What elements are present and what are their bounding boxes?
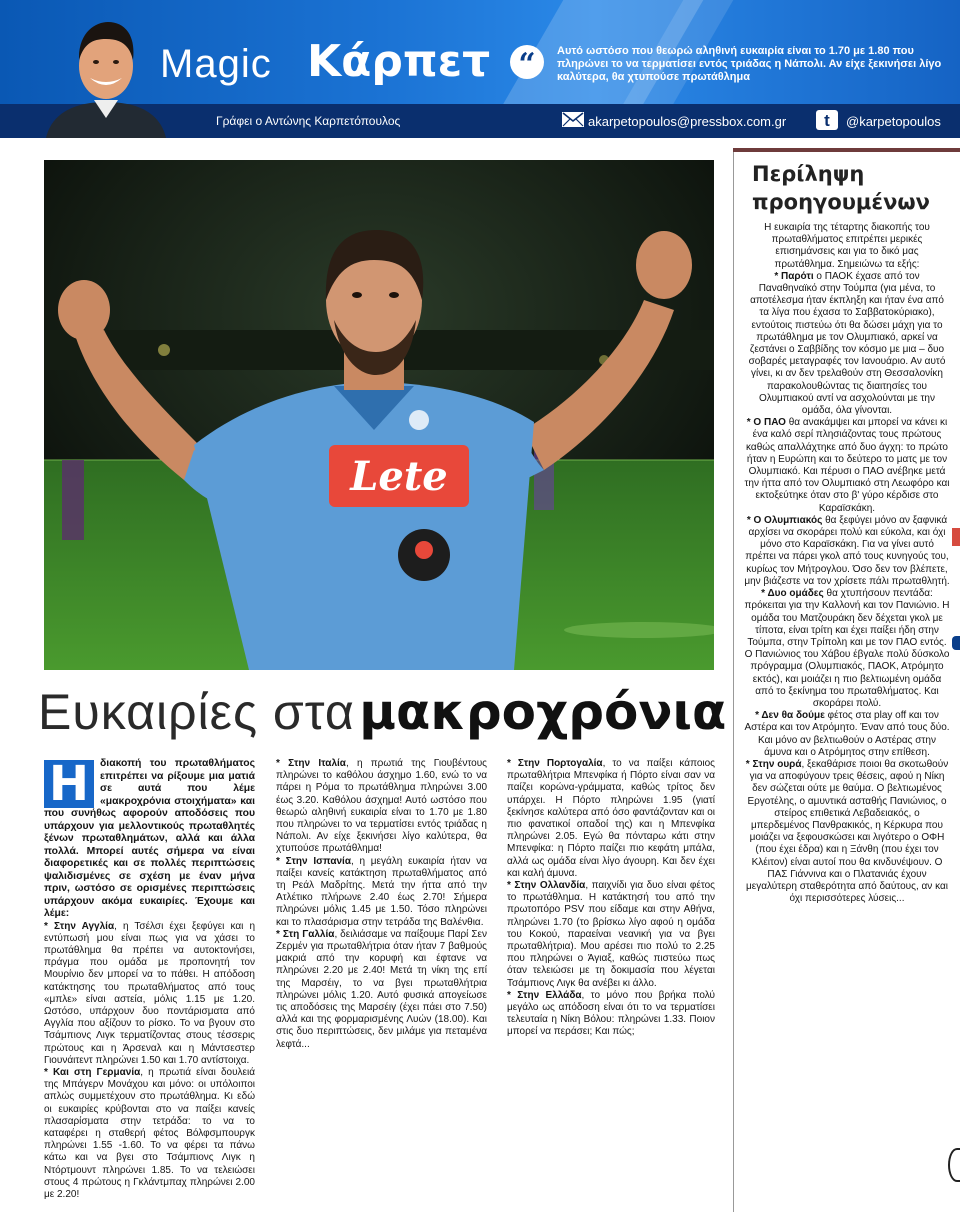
- footballer-celebration-illustration: [44, 160, 714, 670]
- paragraph-spain: [276, 856, 487, 929]
- sidebar-label-playoff: * Δεν θα δούμε: [755, 710, 825, 722]
- paragraph-france: [276, 929, 487, 1051]
- page-edge-tab-blue: [952, 636, 960, 650]
- sponsor-text: Lete: [350, 453, 448, 500]
- article-lead: διακοπή του πρωταθλήματος επιτρέπει να ρίξουμε μια ματιά σε αυτά που λέμε «μακροχρόνια στοιχήματα» και που συνήθως αφορούν αποδόσεις που υπάρχουν για μελλοντικούς πρωταθλητές ξένων πρωταθλημάτων, αλλά και άλλα πολλά. Μπορεί αυτές σήμερα να είναι διαφορετικές και σε πολλές περιπτώσεις ψαλιδισμένες σε σχέση με έναν μήνα πριν, ωστόσο σε ορισμένες περιπτώσεις υπάρχουν ακόμα ευκαιρίες. Έχουμε και λέμε:: [44, 758, 255, 919]
- sidebar-item-two-teams: [744, 588, 950, 710]
- column-title-light: Magic: [160, 42, 272, 86]
- twitter-icon: t: [816, 110, 838, 130]
- paragraph-italy: [276, 758, 487, 856]
- label-france: * Στη Γαλλία: [276, 928, 335, 940]
- text-france: , δειλιάσαμε να παίξουμε Παρί Σεν Ζερμέν για πρωταθλήτρια όταν ήταν 7 βαθμούς μακριά από την κορυφή και έφτανε να πληρώνει 2.20 με 2.40! Μετά τη νίκη της επί της Μαρσέιγ, το να βγει πρωταθλήτρια πληρώνει μόλις 1.20. Αυτό φυσικά απογείωσε τις αποδόσεις της Μαρσέιγ (έχει πάει στο 7.50) αλλά και της φορμαρισμένης Λυών (18.00). Και στις δυο περιπτώσεις, δεν μιλάμε για πεταμένα λεφτά...: [276, 928, 487, 1050]
- sidebar-intro: Η ευκαιρία της τέταρτης διακοπής του πρωταθλήματος επιτρέπει μερικές επισημάνσεις και για το δικό μας πρωτάθλημα. Σημειώνω τα εξής:: [764, 222, 930, 270]
- article-photo: [44, 160, 714, 670]
- sidebar-text-pao: θα ανακάμψει και μπορεί να κάνει κι ένα καλό σερί πλησιάζοντας τους πρώτους καθώς απαλλάχτηκε από δυο άγχη: το πρώτο ήταν η Ευρώπη και το δεύτερο το ματς με τον Ολυμπιακό. Και πέρυσι ο ΠΑΟ ανέβηκε μετά την ήττα από τον Ολυμπιακό στη Λεωφόρο και εκτοξεύτηκε όταν στο β' γύρο κέρδισε στο Καραϊσκάκη.: [744, 417, 950, 514]
- column-header: [0, 0, 960, 138]
- text-italy: , η πρωτιά της Γιουβέντους πληρώνει το καθόλου άσχημο 1.60, ενώ το να πάρει η Ρόμα το πρωτάθλημα πληρώνει 3.00 έως 3.20. Καθόλου άσχημα! Αυτό ωστόσο που θεωρώ αληθινή ευκαιρία είναι το 1.70 με 1.80 που πληρώνει το να τερματίσει εντός τριάδας η Νάπολι. Αν είχε ξεκινήσει λίγο καλύτερα, θα χτυπούσε πρωτάθλημα!: [276, 758, 487, 855]
- sidebar-item-olympiakos: [744, 515, 950, 588]
- envelope-icon: [562, 112, 584, 127]
- sidebar-label-bottom: * Στην ουρά: [745, 758, 802, 770]
- label-portugal: * Στην Πορτογαλία: [507, 758, 603, 769]
- sidebar-label-pao: * Ο ΠΑΟ: [746, 417, 786, 429]
- article-column-1: [44, 758, 255, 1210]
- article-headline: [38, 683, 728, 743]
- page-edge-bracket: [948, 1148, 960, 1182]
- article-column-3: [507, 758, 715, 1210]
- label-germany: * Και στη Γερμανία: [44, 1066, 141, 1078]
- author-twitter[interactable]: @karpetopoulos: [846, 114, 941, 129]
- sidebar-text-paok: ο ΠΑΟΚ έχασε από τον Παναθηναϊκό στην Τούμπα (για μένα, το αποτέλεσμα ήταν έκπληξη και ήταν ένα από τα λίγα που έχασα το Σαββατοκύριακο), εντούτοις πιστεύω ότι θα δώσει μάχη για το πρωτάθλημα με τον Ολυμπιακό, αρκεί να ζεστάνει ο Σαββίδης τον κόσμο με μια – δυο σοβαρές μεταγραφές τον Ιανουάριο. Αν αυτό γίνει, κι αν δεν τρελαθούν στη Θεσσαλονίκη παρακολουθώντας τις διαιτησίες του Ολυμπιακού αντί να ασχολούνται με την ομάδα, όλα γίνονται.: [748, 270, 946, 417]
- article-column-2: [276, 758, 487, 1210]
- label-netherlands: * Στην Ολλανδία: [507, 880, 586, 892]
- label-spain: * Στην Ισπανία: [276, 855, 351, 867]
- quote-marks-icon: “: [510, 45, 544, 79]
- sidebar-item-pao: [744, 417, 950, 515]
- pull-quote: Αυτό ωστόσο που θεωρώ αληθινή ευκαιρία είναι το 1.70 με 1.80 που πληρώνει το να τερματίσει εντός τριάδας η Νάπολι. Αν είχε ξεκινήσει λίγο καλύτερα, θα χτυπούσε πρωτάθλημα: [557, 45, 942, 83]
- sidebar-item-bottom: [744, 759, 950, 905]
- text-greece: , το μόνο που βρήκα πολύ μεγάλο ως απόδοση είναι ότι το να τερματίσει τελευταία η Νίκη Βόλου: πληρώνει 1.33. Ποιον μπορεί να περάσει; Και πώς;: [507, 989, 715, 1038]
- label-italy: * Στην Ιταλία: [276, 758, 346, 769]
- sidebar-title: Περίληψη προηγουμένων: [752, 162, 930, 214]
- author-email[interactable]: akarpetopoulos@pressbox.com.gr: [588, 114, 787, 129]
- text-spain: , η μεγάλη ευκαιρία ήταν να παίξει κανείς κατάκτηση πρωταθλήματος από τη Ρεάλ Μαδρίτης. Μετά την ήττα από την Ατλέτικο πλήρωνε 2.40 έως 2.70! Σήμερα πληρώνει μόλις 1.45 με 1.50. Τόσο πληρώνει και το πλασάρισμα στην τετράδα της Βαλένθια.: [276, 855, 487, 928]
- text-portugal: , το να παίξει κάποιος πρωταθλήτρια Μπενφίκα ή Πόρτο είναι σαν να παίζει κορώνα-γράμματα, καθώς τρίτος δεν υπάρχει. Η Πόρτο πληρώνει 1.95 (γιατί ξεκίνησε καλύτερα από όσο φαντάζονταν και οι πιο φανατικοί οπαδοί της) και η Μπενφίκα πληρώνει 2.05. Εγώ θα πόνταρω κάτι στην Μπενφίκα: η Πόρτο παίζει πιο κεφάτη μπάλα, αλλά ως ομάδα είναι λίγο άγουρη. Και δεν έχει και καλή άμυνα.: [507, 758, 715, 879]
- paragraph-germany: [44, 1067, 255, 1201]
- sidebar-label-two-teams: * Δυο ομάδες: [761, 588, 824, 600]
- paragraph-england: [44, 921, 255, 1067]
- paragraph-portugal: [507, 758, 715, 880]
- label-england: * Στην Αγγλία: [44, 920, 115, 932]
- columnist-portrait: [42, 14, 170, 138]
- headline-bold: μακροχρόνια: [359, 683, 727, 741]
- label-greece: * Στην Ελλάδα: [507, 989, 582, 1001]
- sidebar-text-bottom: , ξεκαθάρισε ποιοι θα σκοτωθούν για να αποφύγουν τρεις θέσεις, αφού η Νίκη δεν σώζεται ούτε με θαύμα. Ο βελτιωμένος Εργοτέλης, ο αμυντικά ασταθής Πανιώνιος, ο στείρος επιθετικά Λεβαδειακός, ο μπερδεμένος Πανθρακικός, η Κέρκυρα που μοιάζει να ξεφουσκώσει και λιγότερο ο ΟΦΗ (που έχει έδρα) και η Ξάνθη (που έχει τον Κλέιτον) είναι αυτοί που θα κινδυνέψουν. Ο ΠΑΣ Γιάννινα και ο Πλατανιάς έχουν μεγαλύτερη σταθερότητα από δαύτους, αν και όχι περισσότερες λύσεις...: [746, 758, 949, 905]
- text-netherlands: , παιχνίδι για δυο είναι φέτος το πρωτάθλημα. Η κατάκτησή του από την πρωτοπόρο PSV που είδαμε και στην Αθήνα, πληρώνει 1.70 (το βρίσκω λίγο αφού η ομάδα του Κοκού, παραείναι νεανική για να βγει πρωταθλήτρια). Μου αρέσει πιο πολύ το 2.25 που πληρώνει ο Άγιαξ, καθώς πιστεύω πως όταν τελειώσει με τη δοκιμασία που λέγεται Τσάμπιονς Λιγκ θα ανέβει κι άλλο.: [507, 880, 715, 989]
- sidebar-label-paok: * Παρότι: [774, 270, 814, 282]
- text-england: , η Τσέλσι έχει ξεφύγει και η εντύπωσή μου είναι πως για να χάσει το πρωτάθλημα θα πρέπει να αυτοκτονήσει, πράγμα που ομάδα με προπονητή τον Μουρίνιο δεν μπορεί να το πάθει. Η απόδοση κατάκτησης του πρωταθλήματος από τους «μπλε» είναι αστεία, μόλις 1.15 με 1.20. Ωστόσο, υπάρχουν δυο ποντάρισματα από Αγγλία που αξίζουν το ρίσκο. Το να βγουν στο Τσάμπιονς Λιγκ τερματίζοντας στους τέσσερις πρώτους και η Άρσεναλ και η Μάντσεστερ Γιουνάιτεντ πληρώνει 1.50 και 1.70 αντίστοιχα.: [44, 920, 255, 1066]
- paragraph-greece: [507, 990, 715, 1039]
- page-edge-tab-red: [952, 528, 960, 546]
- paragraph-netherlands: [507, 880, 715, 990]
- headline-light: Ευκαιρίες στα: [38, 684, 355, 740]
- byline: Γράφει ο Αντώνης Καρπετόπουλος: [216, 114, 401, 128]
- sidebar-text-two-teams: θα χτυπήσουν πεντάδα: πρόκειται για την Καλλονή και τον Πανιώνιο. Η ομάδα του Ματζουράκη δεν δέχεται γκολ με τίποτα, είναι τρίτη και έχει παίξει ήδη στην Τούμπα, στην Τρίπολη και με τον ΠΑΟ εντός. Ο Πανιώνιος του Χάβου έβγαλε πολύ δύσκολο πρόγραμμα (Ολυμπιακός, ΠΑΟΚ, Ατρόμητο εκτός), και μοιάζει η πιο βελτιωμένη ομάδα από το ξεκίνημα του πρωταθλήματος. Και σκοράρει πολύ.: [744, 588, 950, 709]
- sidebar-text: [744, 222, 950, 1212]
- sidebar-item-paok: [744, 271, 950, 417]
- text-germany: , η πρωτιά είναι δουλειά της Μπάγερν Μονάχου και μόνο: οι υπόλοιποι απλώς συμμετέχουν στο πρωτάθλημα. Κι εδώ οι ευκαιρίες κρύβονται στο να παίξει κανείς πλασαρίσματα στην τετράδα: το να το καταφέρει η σταθερή φέτος Βόλφσμπουργκ πληρώνει 1.55 -1.60. Το να φέρει τα πάνω κάτω και να βγει στο Τσάμπιονς Λιγκ η Ντόρτμουντ πληρώνει 1.85. Το να τελειώσει στους 4 πρώτους η Γκλάντμπαχ πληρώνει 2.00 με 2.20!: [44, 1066, 255, 1200]
- sidebar-label-olympiakos: * Ο Ολυμπιακός: [746, 514, 823, 526]
- column-title-bold: Κάρπετ: [307, 36, 491, 87]
- sidebar-text-olympiakos: θα ξεφύγει μόνο αν ξαφνικά αρχίσει να σκοράρει πολύ και εύκολα, και όχι μόνο στο Καραϊσκάκη. Για να γίνει αυτό πρέπει να πάρει γκολ από τους κυνηγούς του, κυρίως τον Μήτρογλου. Όσο δεν τον βλέπετε, μην βιάζεστε να τον χρίσετε πάλι πρωταθλητή.: [744, 514, 950, 587]
- sidebar-text-playoff: φέτος στα play off και τον Αστέρα και τον Ατρόμητο. Έναν από τους δύο. Και μόνο αν βελτιωθούν ο Αστέρας στην άμυνα και ο Ατρόμητος στην επίθεση.: [744, 710, 950, 758]
- drop-cap: Η: [44, 760, 94, 808]
- sidebar-item-playoff: [744, 710, 950, 759]
